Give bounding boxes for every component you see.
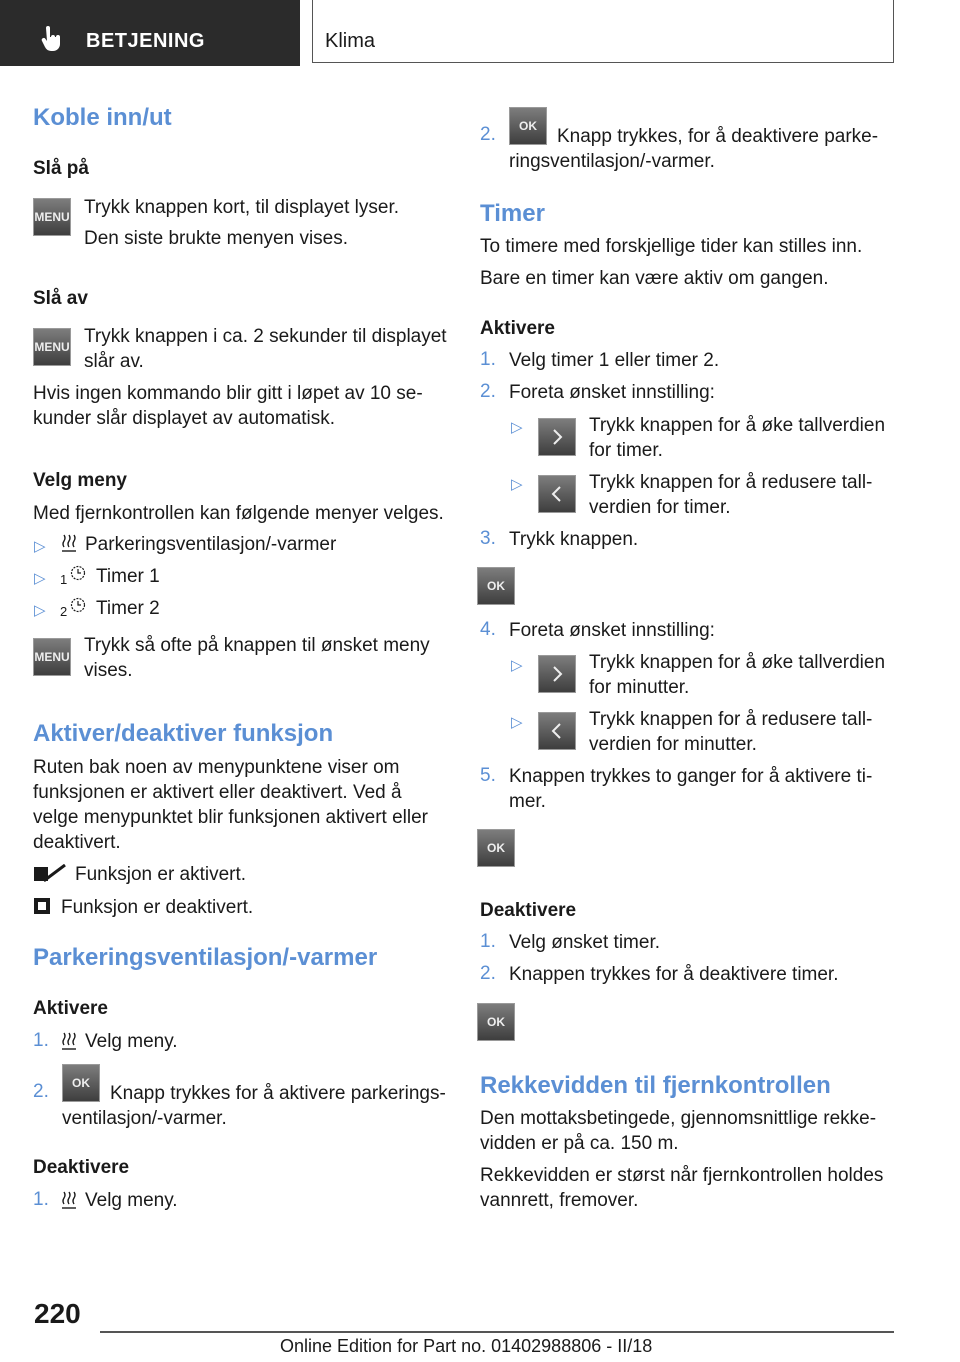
- pointing-hand-icon: [40, 26, 64, 52]
- bullet: ▷: [34, 538, 46, 555]
- subheading-aktivere: Aktivere: [33, 998, 108, 1019]
- text: Bare en timer kan være aktiv om gangen.: [480, 268, 829, 289]
- menu-item: Timer 1: [96, 566, 160, 587]
- text: funksjonen er aktivert eller deaktivert. Ved å: [33, 782, 402, 803]
- text: Trykk knappen kort, til displayet lyser.: [84, 197, 400, 218]
- subheading-sla-av: Slå av: [33, 288, 88, 309]
- text: vises.: [84, 660, 133, 681]
- text: deaktivert.: [33, 832, 121, 853]
- text: vidden er på ca. 150 m.: [480, 1133, 679, 1154]
- text: To timere med forskjellige tider kan stilles inn.: [480, 236, 863, 257]
- text: Den mottaksbetingede, gjennomsnittlige rekke‐: [480, 1108, 877, 1129]
- timer-index: 1: [60, 572, 68, 587]
- ok-button-icon: OK: [477, 1003, 515, 1041]
- text: Med fjernkontrollen kan følgende menyer velges.: [33, 503, 444, 524]
- bullet: ▷: [511, 714, 523, 731]
- text: Trykk så ofte på knappen til ønsket meny: [84, 635, 430, 656]
- subheading-aktivere: Aktivere: [480, 318, 555, 339]
- ok-button-icon: OK: [509, 107, 547, 145]
- text: Hvis ingen kommando blir gitt i løpet av 10 se‐: [33, 383, 423, 404]
- chapter-tab: [312, 0, 894, 63]
- text: Rekkevidden er størst når fjernkontrollen holdes: [480, 1165, 884, 1186]
- chevron-left-icon: [538, 712, 576, 750]
- text: Velg meny.: [85, 1031, 178, 1052]
- menu-button-icon: MENU: [33, 638, 71, 676]
- text: Funksjon er deaktivert.: [61, 897, 254, 918]
- text: for timer.: [589, 440, 663, 461]
- text: Trykk knappen for å øke tallverdien: [589, 415, 886, 436]
- menu-item: Parkeringsventilasjon/-varmer: [85, 534, 337, 555]
- text: verdien for minutter.: [589, 734, 757, 755]
- text: mer.: [509, 791, 546, 812]
- heading-parkering: Parkeringsventilasjon/-varmer: [33, 944, 378, 971]
- ok-button-icon: OK: [477, 567, 515, 605]
- text: for minutter.: [589, 677, 690, 698]
- clock-icon: [70, 565, 86, 581]
- ok-button-icon: OK: [62, 1064, 100, 1102]
- page-header: [0, 0, 960, 66]
- subheading-deaktivere: Deaktivere: [480, 900, 577, 921]
- text: slår av.: [84, 351, 144, 372]
- text: Knapp trykkes for å aktivere parkerings‐: [110, 1083, 446, 1104]
- step-number: 2.: [480, 963, 496, 984]
- step-number: 2.: [480, 124, 496, 145]
- ok-button-icon: OK: [477, 829, 515, 867]
- text: Foreta ønsket innstilling:: [509, 620, 715, 641]
- subheading-deaktivere: Deaktivere: [33, 1157, 130, 1178]
- text: Trykk knappen for å redusere tall‐: [589, 472, 873, 493]
- bullet: ▷: [34, 602, 46, 619]
- text: Trykk knappen.: [509, 529, 639, 550]
- bullet: ▷: [511, 419, 523, 436]
- bullet: ▷: [511, 657, 523, 674]
- text: Knapp trykkes, for å deaktivere parke‐: [557, 126, 879, 147]
- step-number: 1.: [33, 1189, 49, 1210]
- step-number: 1.: [480, 931, 496, 952]
- text: Ruten bak noen av menypunktene viser om: [33, 757, 400, 778]
- text: Knappen trykkes to ganger for å aktivere ti‐: [509, 766, 873, 787]
- text: Trykk knappen i ca. 2 sekunder til displayet: [84, 326, 447, 347]
- menu-button-icon: MENU: [33, 328, 71, 366]
- chevron-left-icon: [538, 475, 576, 513]
- heading-rekkevidde: Rekkevidden til fjernkontrollen: [480, 1072, 831, 1099]
- heading-timer: Timer: [480, 200, 545, 227]
- chapter-title: Klima: [325, 30, 376, 52]
- text: Foreta ønsket innstilling:: [509, 382, 715, 403]
- text: Velg ønsket timer.: [509, 932, 661, 953]
- step-number: 2.: [480, 381, 496, 402]
- step-number: 5.: [480, 765, 496, 786]
- text: Den siste brukte menyen vises.: [84, 228, 349, 249]
- edition-note: Online Edition for Part no. 01402988806 - II/18: [280, 1336, 653, 1356]
- footer-divider: [100, 1331, 894, 1333]
- text: verdien for timer.: [589, 497, 731, 518]
- text: Funksjon er aktivert.: [75, 864, 247, 885]
- subheading-velg-meny: Velg meny: [33, 470, 127, 491]
- text: Velg timer 1 eller timer 2.: [509, 350, 720, 371]
- step-number: 1.: [480, 349, 496, 370]
- step-number: 1.: [33, 1030, 49, 1051]
- square-icon: [33, 897, 51, 915]
- text: Trykk knappen for å øke tallverdien: [589, 652, 886, 673]
- heater-icon: [62, 1191, 76, 1211]
- text: velge menypunktet blir funksjonen aktivert eller: [33, 807, 428, 828]
- timer-index: 2: [60, 604, 68, 619]
- step-number: 3.: [480, 528, 496, 549]
- step-number: 4.: [480, 619, 496, 640]
- chevron-right-icon: [538, 655, 576, 693]
- bullet: ▷: [511, 476, 523, 493]
- text: vannrett, fremover.: [480, 1190, 639, 1211]
- text: ringsventilasjon/-varmer.: [509, 151, 715, 172]
- heading-koble: Koble inn/ut: [33, 104, 172, 131]
- subheading-sla-pa: Slå på: [33, 158, 89, 179]
- heading-aktiver: Aktiver/deaktiver funksjon: [33, 720, 334, 747]
- menu-item: Timer 2: [96, 598, 160, 619]
- section-tab: [0, 0, 300, 66]
- menu-button-icon: MENU: [33, 198, 71, 236]
- text: Trykk knappen for å redusere tall‐: [589, 709, 873, 730]
- text: ventilasjon/-varmer.: [62, 1108, 227, 1129]
- step-number: 2.: [33, 1081, 49, 1102]
- clock-icon: [70, 597, 86, 613]
- check-icon: [33, 864, 67, 884]
- heater-icon: [62, 534, 76, 554]
- text: Knappen trykkes for å deaktivere timer.: [509, 964, 839, 985]
- heater-icon: [62, 1032, 76, 1052]
- chevron-right-icon: [538, 418, 576, 456]
- bullet: ▷: [34, 570, 46, 587]
- page-number: 220: [34, 1298, 81, 1329]
- text: Velg meny.: [85, 1190, 178, 1211]
- text: kunder slår displayet av automatisk.: [33, 408, 336, 429]
- section-title: BETJENING: [86, 30, 205, 52]
